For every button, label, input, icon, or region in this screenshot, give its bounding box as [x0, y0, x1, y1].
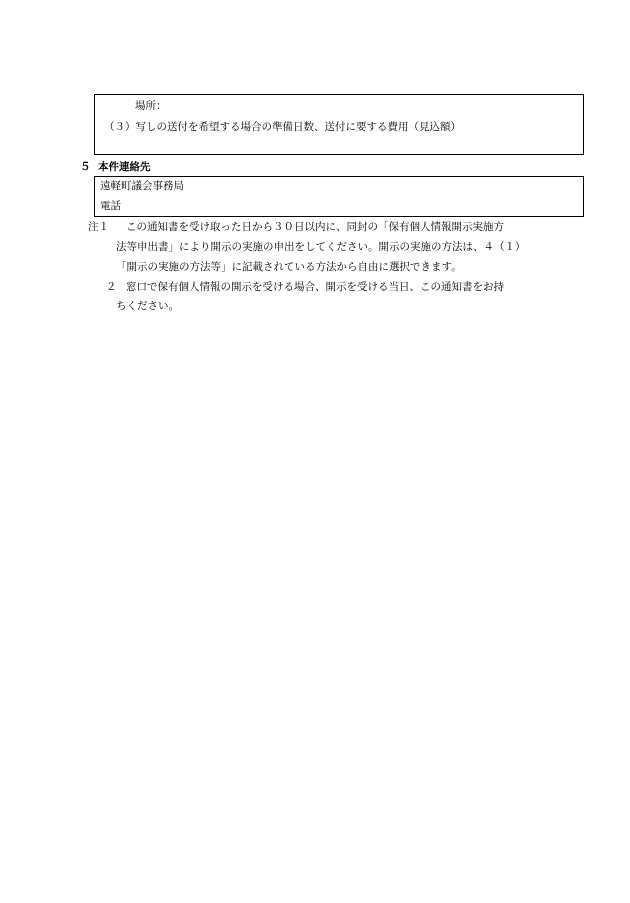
item-3-text: （３）写しの送付を希望する場合の準備日数、送付に要する費用（見込額）: [104, 121, 461, 133]
note-1-line-1: この通知書を受け取った日から３０日以内に、同封の「保有個人情報開示実施方: [126, 221, 504, 233]
note-1-line-3: 「開示の実施の方法等」に記載されている方法から自由に選択できます。: [116, 261, 462, 273]
note-2-line-2: ちください。: [116, 300, 179, 312]
note-1-label: 注１: [88, 221, 109, 233]
contact-phone: 電話: [100, 200, 121, 212]
section-5-title: 本件連絡先: [98, 161, 151, 173]
note-1-line-2: 法等申出書」により開示の実施の申出をしてください。開示の実施の方法は、４（１）: [116, 241, 526, 253]
place-label: 場所：: [135, 100, 167, 112]
section-5-number: ５: [80, 161, 91, 173]
note-2-line-1: 窓口で保有個人情報の開示を受ける場合、開示を受ける当日、この通知書をお持: [126, 281, 504, 293]
contact-office: 遠軽町議会事務局: [100, 180, 184, 192]
note-2-label: ２: [106, 281, 117, 293]
